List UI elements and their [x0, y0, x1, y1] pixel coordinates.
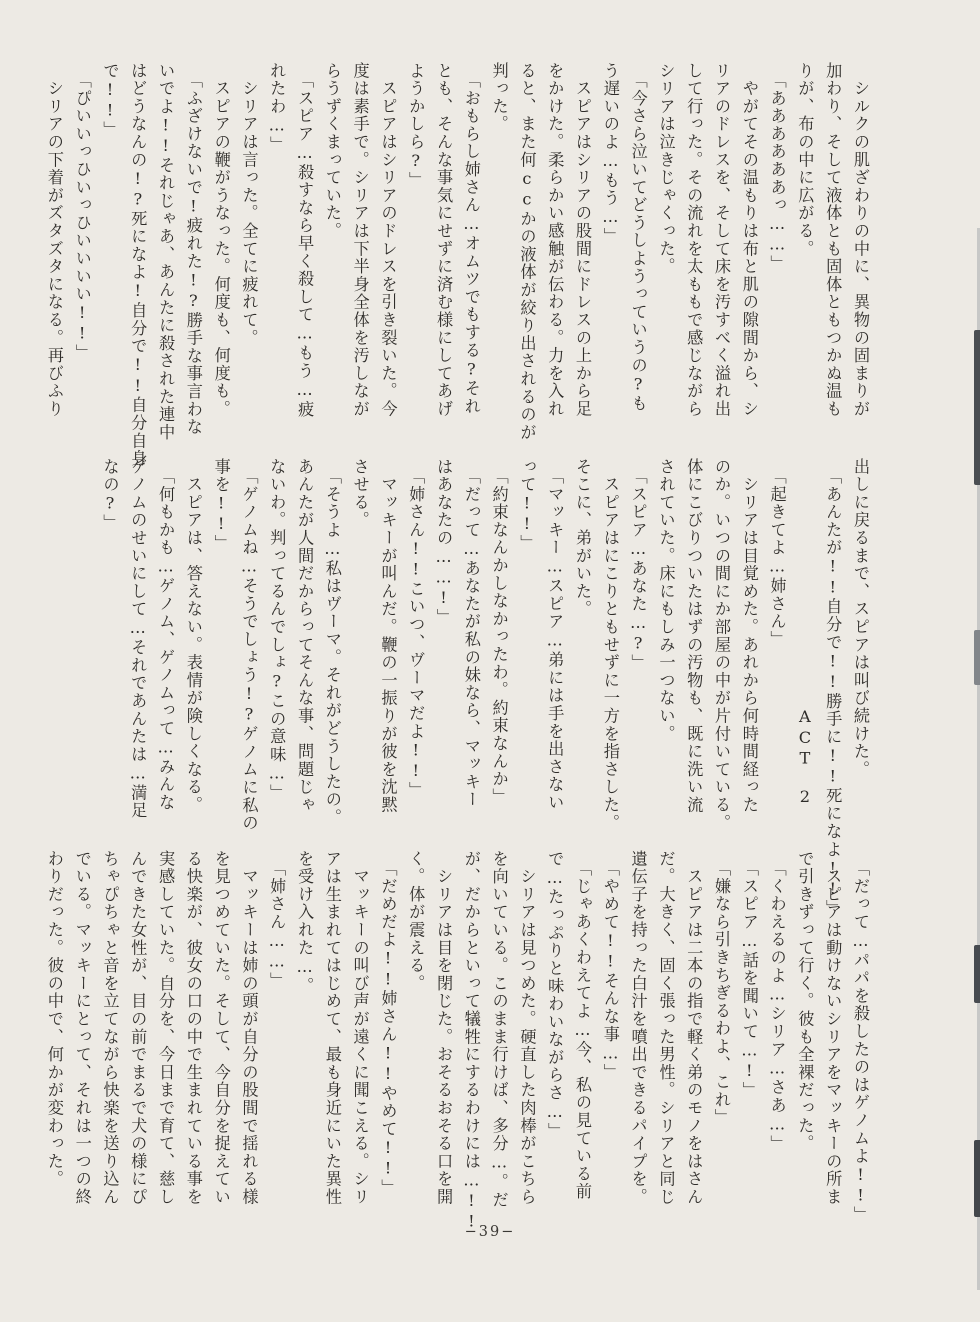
- text-column: 「あんたが!!自分で!!勝手に!!死になよ!!」: [823, 458, 843, 918]
- text-column: 加わり、そして液体とも固体ともつかぬ温も: [823, 62, 843, 418]
- text-column: 「約束なんかしなかったわ。約束なんか」: [489, 458, 509, 806]
- text-column: 実感していた。自分を、今日まで育て、慈し: [156, 850, 176, 1206]
- text-column: スピアは二本の指で軽く弟のモノをはさん: [684, 850, 704, 1206]
- text-column: やがてその温もりは布と肌の隙間から、シ: [739, 62, 759, 418]
- text-column: 「姉さん……」: [267, 850, 287, 990]
- text-column: わりだった。彼の中で、何かが変わった。: [44, 850, 64, 1189]
- text-column: りが、布の中に広がる。: [795, 62, 815, 258]
- text-column: 体にこびりついたはずの汚物も、既に洗い流: [684, 458, 704, 814]
- text-column: 「ぴいいっひいっひいいいい!!」: [72, 62, 92, 363]
- text-column: マッキーの叫び声が遠くに聞こえる。シリ: [350, 850, 370, 1206]
- text-column: あんたが人間だからってそんな事、問題じゃ: [295, 458, 315, 814]
- scan-artifact-mark: [974, 330, 980, 485]
- text-column: 「ふざけないで!疲れた!?勝手な事言わな: [183, 62, 203, 437]
- text-column: で!!」: [100, 62, 120, 139]
- text-column: 「だって…あなたが私の妹なら、マッキー: [461, 458, 481, 809]
- text-column: って!!」: [517, 458, 537, 553]
- text-column: シリアは見つめた。硬直した肉棒がこちら: [517, 850, 537, 1206]
- text-column: 「スピア…殺すなら早く殺して…もう…疲: [295, 62, 315, 419]
- text-band-middle: [38, 458, 874, 918]
- text-column: いでよ!!それじゃあ、あんたに殺された連中: [156, 62, 176, 442]
- text-column: 「くわえるのよ…シリア…さあ…」: [767, 850, 787, 1153]
- text-column: して行った。その流れを太ももで感じながら: [684, 62, 704, 418]
- text-column: はあなたの……!」: [434, 458, 454, 627]
- text-column: ちゃぴちゃと音を立てながら快楽を送り込ん: [100, 850, 120, 1206]
- text-column: 「スピア…あなた…?」: [628, 458, 648, 672]
- text-column: シリアは言った。全てに疲れて。: [239, 62, 259, 347]
- text-column: 「ゲノムね…そうでしょう!?ゲノムに私の: [239, 458, 259, 833]
- text-column: 遺伝子を持った白汁を噴出できるパイプを。: [628, 850, 648, 1206]
- text-column: を見つめていた。そして、今自分を捉えてい: [211, 850, 231, 1206]
- text-column: アは生まれてはじめて、最も身近にいた異性: [322, 850, 342, 1206]
- text-column: ると、また何ccかの液体が絞り出されるのが: [517, 62, 537, 442]
- text-column: シリアは目覚めた。あれから何時間経った: [739, 458, 759, 814]
- text-column: 「マッキー…スピア…弟には手を出さない: [545, 458, 565, 812]
- text-column: 「嫌なら引きちぎるわよ、これ」: [712, 850, 732, 1127]
- text-column: 「やめて!!そんな事…」: [600, 850, 620, 1082]
- text-column: リアのドレスを、そして床を汚すべく溢れ出: [712, 62, 732, 418]
- text-column: で引きずって行く。彼も全裸だった。: [795, 850, 815, 1153]
- scan-artifact-mark: [974, 1140, 980, 1217]
- text-column: スピアの鞭がうなった。何度も、何度も。: [211, 62, 231, 418]
- text-column: が、だからといって犠牲にするわけには…!!: [461, 850, 481, 1233]
- text-column: 出しに戻るまで、スピアは叫び続けた。: [851, 458, 870, 779]
- text-column: 判った。: [489, 62, 509, 134]
- text-column: 「そうよ…私はヴーマ。それがどうしたの。: [322, 458, 342, 827]
- text-column: マッキーが叫んだ。鞭の一振りが彼を沈黙: [378, 458, 398, 814]
- text-column: スピアは動けないシリアをマッキーの所ま: [823, 850, 843, 1206]
- text-column: そこに、弟がいた。: [573, 458, 593, 619]
- text-column: らうずくまっていた。: [322, 62, 342, 240]
- text-band-top: [38, 62, 874, 468]
- text-column: シリアの下着がズタズタになる。再びふり: [44, 62, 64, 418]
- text-column: 「だって…パパを殺したのはゲノムよ!!」: [851, 850, 870, 1225]
- text-column: をかけた。柔らかい感触が伝わる。力を入れ: [545, 62, 565, 418]
- text-column: スピアはシリアの股間にドレスの上から足: [573, 62, 593, 418]
- text-column: を受け入れた…。: [295, 850, 315, 996]
- scan-artifact-mark: [974, 945, 980, 1003]
- text-column: を向いている。このまま行けば、多分…。だ: [489, 850, 509, 1209]
- text-column: ようかしら?」: [406, 62, 426, 190]
- text-column: 「だめだよ!!姉さん!!やめて!!」: [378, 850, 398, 1197]
- text-column: マッキーは姉の頭が自分の股間で揺れる様: [239, 850, 259, 1206]
- text-column: スピアは、答えない。表情が険しくなる。: [183, 458, 203, 814]
- text-column: シリアは目を閉じた。おそるおそる口を開: [434, 850, 454, 1206]
- text-column: させる。: [350, 458, 370, 530]
- text-column: なの?」: [100, 458, 120, 532]
- text-column: 「スピア…話を聞いて…!」: [739, 850, 759, 1100]
- text-column: 度は素手で。シリアは下半身全体を汚しなが: [350, 62, 370, 418]
- text-column: はどうなんの!?死になよ!自分で!!自分自身: [128, 62, 148, 468]
- text-column: スピアはにこりともせずに一方を指さした。: [600, 458, 620, 832]
- text-column: シルクの肌ざわりの中に、異物の固まりが: [851, 62, 870, 418]
- text-column: だ。大きく、固く張った男性。シリアと同じ: [656, 850, 676, 1206]
- text-column: されていた。床にもしみ一つない。: [656, 458, 676, 743]
- text-column: とも、そんな事気にせずに済む様にしてあげ: [434, 62, 454, 418]
- text-column: 「じゃあくわえてよ…今、私の見ている前: [573, 850, 593, 1201]
- text-column: る快楽が、彼女の口の中で生まれている事を: [183, 850, 203, 1206]
- text-column: 「今さら泣いてどうしようっていうの?も: [628, 62, 648, 413]
- text-column: ゲノムのせいにして…それであんたは…満足: [128, 458, 148, 820]
- text-column: ACT 2: [795, 458, 815, 808]
- page-number: −39−: [464, 1224, 516, 1240]
- text-column: れたわ…」: [267, 62, 287, 154]
- text-column: 「ああああああっ……」: [767, 62, 787, 274]
- text-column: 「姉さん!!こいつ、ヴーマだよ!!」: [406, 458, 426, 800]
- text-column: う遅いのよ…もう…」: [600, 62, 620, 246]
- scan-artifact-mark: [974, 630, 980, 685]
- text-column: スピアはシリアのドレスを引き裂いた。今: [378, 62, 398, 418]
- text-column: 「何もかも…ゲノム、ゲノムって…みんな: [156, 458, 176, 812]
- text-column: で…たっぷりと味わいながらさ…」: [545, 850, 565, 1141]
- text-column: でいる。マッキーにとって、それは一つの終: [72, 850, 92, 1206]
- text-column: シリアは泣きじゃくった。: [656, 62, 676, 276]
- text-column: 「起きてよ…姉さん」: [767, 458, 787, 649]
- text-column: く。体が震える。: [406, 850, 426, 993]
- text-column: 事を!!」: [211, 458, 231, 553]
- text-column: 「おもらし姉さん…オムツでもする?それ: [461, 62, 481, 416]
- text-column: のか。いつの間にか部屋の中が片付いている。: [712, 458, 732, 832]
- text-column: ないわ。判ってるんでしょ?この意味…」: [267, 458, 287, 802]
- text-column: んできた女性が、目の前でまるで犬の様にぴ: [128, 850, 148, 1206]
